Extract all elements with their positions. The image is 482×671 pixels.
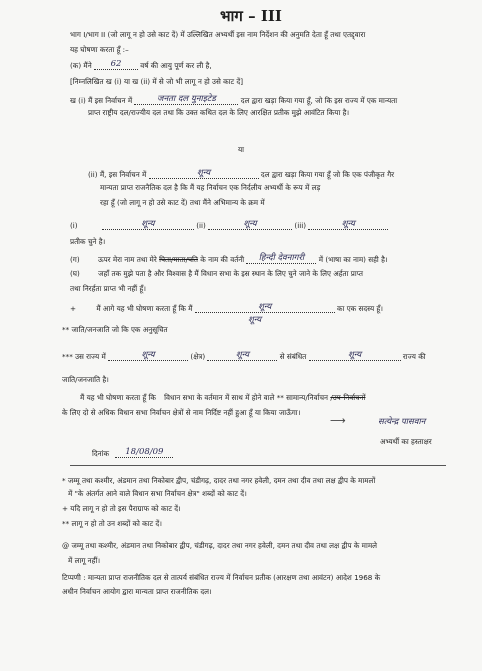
state-label: *** उस राज्य में	[62, 352, 106, 361]
party-line-2: प्राप्त राष्ट्रीय दल/राज्यीय दल तथा कि उक्त कथित दल के लिए आरक्षित प्रतीक मुझे आवंटित किया है।	[88, 108, 350, 117]
caste-label: ** जाति/जनजाति जो कि एक अनुसूचित	[62, 325, 168, 334]
kshetra-label: (क्षेत्र)	[190, 352, 206, 361]
symbols-end: प्रतीक चुने है।	[70, 237, 106, 246]
symbol-2-value: शून्य	[208, 219, 292, 230]
caste-value: शून्य	[248, 315, 262, 325]
plus-text: मैं आगे यह भी घोषणा करता हूँ कि मैं	[96, 304, 193, 313]
party-label: ख (i) मैं इस निर्वाचन में	[70, 96, 133, 105]
footnote-2: + यदि लागू न हो तो इस पैराग्राफ को काट दें।	[62, 504, 181, 513]
member-line	[70, 302, 383, 313]
intro-line-2: यह घोषणा करता हूँ :–	[70, 45, 129, 54]
age-line	[70, 59, 212, 70]
party-suffix: दल द्वारा खड़ा किया गया हूँ, जो कि इस राज्य में एक मान्यता	[240, 96, 398, 105]
symbol-1-label: (i)	[70, 221, 78, 230]
footnote-1-line-1: * जम्मू तथा कश्मीर, अंडमान तथा निकोबार द्वीप, चंडीगढ़, दादर तथा नगर हवेली, दमन तथा दीव तथा लक्ष द्वीप के मामलों	[62, 476, 376, 485]
signature-label: अभ्यर्थी का हस्ताक्षर	[380, 437, 432, 446]
b2-line-3: रहा हूँ (जो लागू न हो उसे काट दें) तथा मैंने अभिमान्य के क्रम में	[100, 198, 265, 207]
g-suffix: में (भाषा का नाम) सही है।	[318, 255, 388, 264]
signature-arrow: ⟶	[330, 414, 346, 427]
date-value: 18/08/09	[115, 447, 173, 458]
state-value: शून्य	[108, 350, 188, 361]
g-strike: पिता/माता/पति	[159, 255, 198, 264]
date-line	[92, 447, 173, 458]
gh-text: जहाँ तक मुझे पता है और विश्वास है मैं विधान सभा के इस स्थान के लिए चुने जाने के लिए अर्हता प्राप्त	[98, 269, 364, 278]
footnote-3: ** लागू न हो तो उन शब्दों को काट दें।	[62, 519, 162, 528]
footnote-divider	[70, 465, 446, 466]
spelling-line	[70, 253, 388, 264]
symbols-line	[70, 219, 388, 230]
symbol-2-label: (ii)	[196, 221, 206, 230]
unrecognised-party-line	[88, 168, 394, 179]
b2-label: (ii) मैं, इस निर्वाचन में	[88, 170, 147, 179]
age-value: 62	[94, 59, 138, 70]
b2-line-2: मान्यता प्राप्त राजनैतिक दल है कि मैं यह निर्वाचन एक निर्दलीय अभ्यर्थी के रूप में लड़	[100, 183, 321, 192]
footnote-4-line-1: @ जम्मू तथा कश्मीर, अंडमान तथा निकोबार द्वीप, चंडीगढ़, दादर तथा नगर हवेली, दमन तथा दीव तथा लक्ष द्वीप के मामले	[62, 541, 377, 550]
jati-line: जाति/जनजाति है।	[62, 375, 109, 384]
eligibility-line	[70, 269, 363, 278]
date-label: दिनांक	[92, 449, 110, 458]
final-1b: विधान सभा के वर्तमान में साथ में होने वाले ** सामान्य/निर्वाचन	[164, 393, 329, 402]
b2-suffix: दल द्वारा खड़ा किया गया हूँ जो कि एक पंजीकृत गैर	[260, 170, 395, 179]
final-line-2: के लिए दो से अधिक विधान सभा निर्वाचन क्षेत्रों से नाम निर्दिष्ट नहीं हुआ हूँ या किया जाऊँगा।	[62, 408, 301, 417]
symbol-1-value: शून्य	[102, 219, 194, 230]
intro-line-1: भाग I/भाग II (जो लागू न हो उसे काट दें) में उल्लिखित अभ्यर्थी इस नाम निर्देशन की अनुमति देता हूँ तथा एतद्द्वारा	[70, 30, 366, 39]
sambandhit-label: से संबंधित	[279, 352, 307, 361]
party-line	[70, 94, 397, 105]
age-suffix: वर्ष की आयु पूर्ण कर ली है,	[140, 61, 212, 70]
symbol-3-label: (iii)	[294, 221, 307, 230]
g-language: हिन्दी देवनागरी	[246, 253, 316, 264]
rajya-label: राज्य की	[402, 352, 426, 361]
choice-note: [निम्नलिखित ख (i) या ख (ii) में से जो भी लागू न हो उसे काट दें]	[70, 77, 244, 86]
signature-handwritten: सत्येन्द्र पासवान	[378, 417, 426, 427]
caste-line	[62, 325, 168, 334]
kshetra-value: शून्य	[207, 350, 277, 361]
b2-value: शून्य	[149, 168, 259, 179]
state-line	[62, 350, 426, 361]
footnote-4-line-2: में लागू नहीं।	[68, 556, 101, 565]
g-label: (ग)	[70, 255, 80, 264]
plus-value: शून्य	[195, 302, 335, 313]
final-line-1	[80, 393, 365, 402]
part-title: भाग – III	[220, 7, 282, 25]
age-label: (क) मैंने	[70, 61, 92, 70]
footnote-1-line-2: में "के अंतर्गत आने वाले विधान सभा निर्वाचन क्षेत्र" शब्दों को काट दें।	[68, 489, 247, 498]
final-1a: मैं यह भी घोषणा करता हूँ कि	[80, 393, 156, 402]
or-label: या	[238, 145, 245, 154]
footnote-5-line-2: अधीन निर्वाचन आयोग द्वारा मान्यता प्राप्त राजनीतिक दल।	[62, 587, 212, 596]
gh-label: (घ)	[70, 269, 80, 278]
g-text2: के नाम की वर्तनी	[200, 255, 245, 264]
plus-label: +	[70, 304, 77, 313]
plus-suffix: का एक सदस्य हूँ।	[337, 304, 383, 313]
g-text: ऊपर मेरा नाम तथा मेरे	[97, 255, 157, 264]
symbol-3-value: शून्य	[308, 219, 388, 230]
footnote-5-line-1: टिप्पणी : मान्यता प्राप्त राजनीतिक दल से तात्पर्य संबंधित राज्य में निर्वाचन प्रतीक (आरक्षण तथा आवंटन) आदेश 1968 के	[62, 573, 381, 582]
eligibility-line-2: तथा निरर्हता प्राप्त भी नहीं हूँ।	[70, 284, 146, 293]
party-value: जनता दल युनाइटेड	[134, 94, 238, 105]
final-1c: /उप-निर्वाचनों	[330, 393, 366, 402]
sambandhit-value: शून्य	[309, 350, 401, 361]
